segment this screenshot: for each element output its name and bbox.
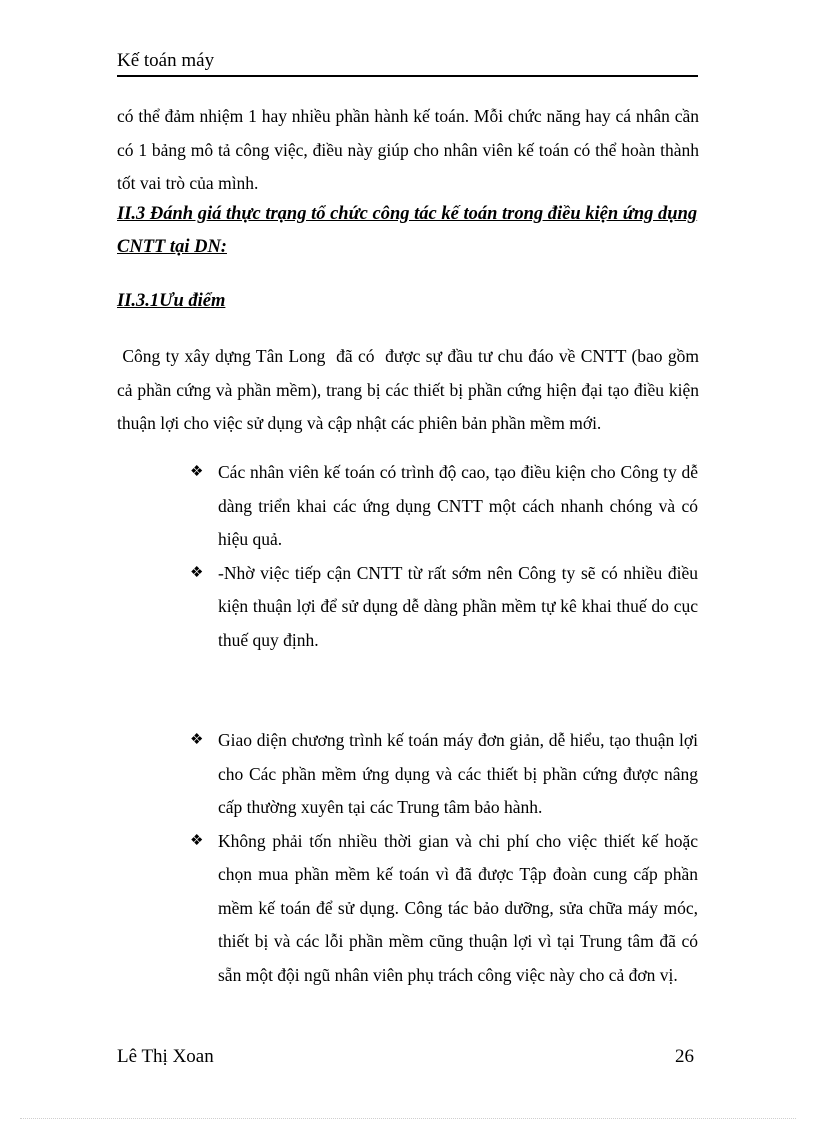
bullet-text: Không phải tốn nhiều thời gian và chi phí cho việc thiết kế hoặc chọn mua phần mềm kế toán vì đã được Tập đoàn cung cấp phần mềm kế toán để sử dụng. Công tác bảo dưỡng, sửa chữa máy móc, thiết bị và các lỗi phần mềm cũng thuận lợi vì tại Trung tâm đã có sẵn một đội ngũ nhân viên phụ trách công việc này cho cả đơn vị. xyxy=(218,830,698,985)
header-rule xyxy=(117,75,698,77)
subsection-heading: II.3.1Ưu điểm xyxy=(117,291,226,311)
bullet-text: -Nhờ việc tiếp cận CNTT từ rất sớm nên Công ty sẽ có nhiều điều kiện thuận lợi để sử dụng dễ dàng phần mềm tự kê khai thuế do cục thuế quy định. xyxy=(218,562,698,650)
footer-author: Lê Thị Xoan xyxy=(117,1046,214,1067)
page-header-title: Kế toán máy xyxy=(117,50,215,71)
diamond-bullet-icon: ❖ xyxy=(190,732,204,748)
bullet-text: Giao diện chương trình kế toán máy đơn giản, dễ hiểu, tạo thuận lợi cho Các phần mềm ứng dụng và các thiết bị phần cứng được nâng cấp thường xuyên tại các Trung tâm bảo hành. xyxy=(218,730,698,817)
list-item xyxy=(190,825,698,993)
diamond-bullet-icon: ❖ xyxy=(190,464,204,480)
body-paragraph: Công ty xây dựng Tân Long đã có được sự đầu tư chu đáo về CNTT (bao gồm cả phần cứng và phần mềm), trang bị các thiết bị phần cứng hiện đại tạo điều kiện thuận lợi cho việc sử dụng và cập nhật các phiên bản phần mềm mới. xyxy=(117,346,704,433)
section-heading: II.3 Đánh giá thực trạng tổ chức công tác kế toán trong điều kiện ứng dụng CNTT tại DN: xyxy=(117,204,698,257)
list-item xyxy=(190,557,698,658)
bullet-list-1 xyxy=(190,456,698,657)
bullet-list-2 xyxy=(190,724,698,992)
diamond-bullet-icon: ❖ xyxy=(190,832,204,849)
list-item xyxy=(190,456,698,557)
footer-page-number: 26 xyxy=(675,1046,694,1067)
diamond-bullet-icon: ❖ xyxy=(190,564,204,581)
page-bottom-border xyxy=(20,1118,796,1119)
bullet-text: Các nhân viên kế toán có trình độ cao, tạo điều kiện cho Công ty dễ dàng triển khai các ứng dụng CNTT một cách nhanh chóng và có hiệu quả. xyxy=(218,462,698,549)
list-item xyxy=(190,724,698,825)
intro-paragraph: có thể đảm nhiệm 1 hay nhiều phần hành kế toán. Mỗi chức năng hay cá nhân cần có 1 bảng mô tả công việc, điều này giúp cho nhân viên kế toán có thể hoàn thành tốt vai trò của mình. xyxy=(117,106,699,193)
